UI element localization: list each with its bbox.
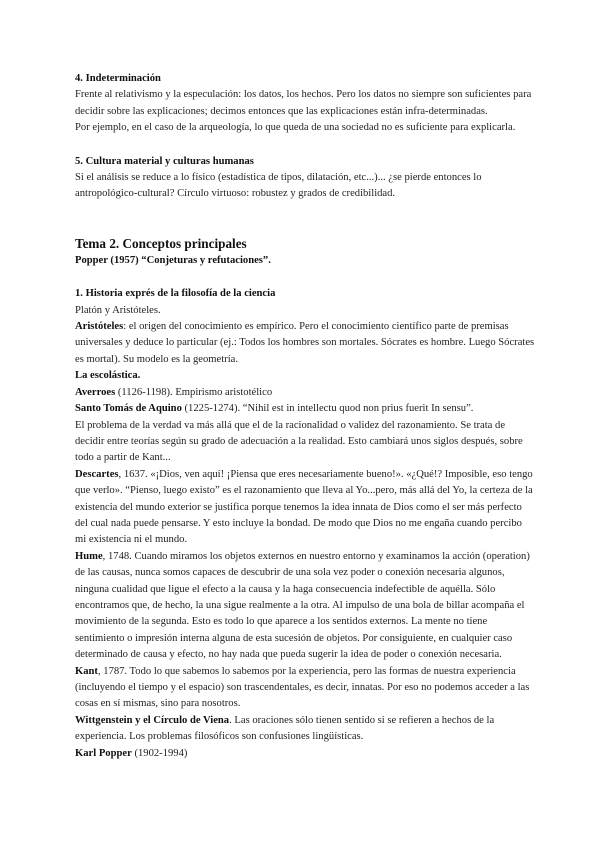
- popper-name: Karl Popper: [75, 747, 132, 759]
- aquino-text: (1225-1274). “Nihil est in intellectu quod non prius fuerit In sensu”.: [181, 403, 474, 415]
- verdad-paragraph: El problema de la verdad va más allá que el de la racionalidad o validez del razonamiento. Se trata de decidir entre teorías según su grado de adecuación a la realidad. Esto cambiará unos siglos después, sobre todo a partir de Kant...: [75, 419, 523, 464]
- hume-paragraph: [75, 549, 535, 664]
- popper-text: (1902-1994): [131, 747, 188, 759]
- platon-aristoteles-line: Platón y Aristóteles.: [75, 304, 161, 316]
- section-1-heading: 1. Historia exprés de la filosofía de la ciencia: [75, 288, 276, 300]
- tema-2-title: Tema 2. Conceptos principales: [75, 235, 247, 251]
- kant-paragraph: [75, 664, 535, 713]
- section-5-heading: 5. Cultura material y culturas humanas: [75, 155, 254, 167]
- section-5-paragraph: Si el análisis se reduce a lo físico (estadística de tipos, dilatación, etc...)... ¿se pierde entonces lo antropológico-cultural? Círculo virtuoso: robustez y grados de credibilidad.: [75, 172, 482, 200]
- aquino-line: [75, 401, 535, 417]
- escolastica-heading: La escolástica.: [75, 370, 141, 382]
- aristoteles-name: Aristóteles: [75, 321, 124, 333]
- hume-name: Hume: [75, 550, 103, 562]
- hume-text: , 1748. Cuando miramos los objetos externos en nuestro entorno y examinamos la acción (operation) de las causas, nunca somos capaces de descubrir de una sola vez poder o conexión necesaria algunos, ninguna cualidad que ligue el efecto a la causa y la haga consecuencia indefectible de aquélla. Sólo encontramos que, de hecho, la una sigue realmente a la otra. Al impulso de una bola de billar acompaña el movimiento de la segunda. Esto es todo lo que aparece a los sentidos externos. La mente no tiene sentimiento o impresión interna alguna de esta sucesión de objetos. Por consiguiente, en cualquier caso determinado de causa y efecto, no hay nada que pueda sugerir la idea de poder o conexión necesaria.: [75, 550, 530, 661]
- aristoteles-text: : el origen del conocimiento es empírico. Pero el conocimiento científico parte de premisas universales y deduce lo particular (ej.: Todos los hombres son mortales. Sócrates es hombre. Luego Sócrates es mortal). Su modelo es la geometría.: [75, 321, 535, 365]
- section-4-heading: 4. Indeterminación: [75, 73, 161, 84]
- section-4-paragraph-2: Por ejemplo, en el caso de la arqueología, lo que queda de una sociedad no es suficiente para explicarla.: [75, 122, 516, 134]
- aquino-name: Santo Tomás de Aquino: [75, 403, 182, 415]
- wittgenstein-name: Wittgenstein y el Círculo de Viena: [75, 714, 230, 726]
- descartes-name: Descartes: [75, 468, 119, 480]
- kant-text: , 1787. Todo lo que sabemos lo sabemos por la experiencia, pero las formas de nuestra experiencia (incluyendo el tiempo y el espacio) son trascendentales, es decir, innatas. Por eso no podemos acceder a las cosas en sí mismas, sino para nosotros.: [75, 665, 530, 710]
- descartes-text: , 1637. «¡Dios, ven aquí! ¡Piensa que eres necesariamente bueno!». «¿Qué!? Imposible, eso tengo que verlo». “Pienso, luego existo” es el razonamiento que lleva al Yo...pero, más allá del Yo, la certeza de la existencia del mundo exterior se justifica porque tenemos la idea innata de Dios como el ser más perfecto del cual nada puede pensarse. Y esto incluye la bondad. De modo que Dios no me engaña cuando percibo mi existencia ni el mundo.: [75, 468, 533, 546]
- wittgenstein-paragraph: [75, 713, 535, 746]
- averroes-line: [75, 385, 535, 401]
- popper-line: [75, 746, 535, 762]
- kant-name: Kant: [75, 665, 98, 677]
- averroes-text: (1126-1198). Empirismo aristotélico: [115, 386, 273, 398]
- section-4-paragraph-1: Frente al relativismo y la especulación: los datos, los hechos. Pero los datos no siempre son suficientes para decidir sobre las explicaciones; decimos entonces que las explicaciones están infra-determinadas.: [75, 89, 532, 117]
- wittgenstein-text: . Las oraciones sólo tienen sentido si se refieren a hechos de la experiencia. Los problemas filosóficos son confusiones lingüísticas.: [75, 714, 495, 743]
- descartes-paragraph: [75, 467, 535, 549]
- tema-2-subtitle: Popper (1957) “Conjeturas y refutaciones”.: [75, 254, 271, 266]
- document-page: [75, 71, 535, 762]
- aristoteles-paragraph: [75, 319, 535, 368]
- averroes-name: Averroes: [75, 386, 116, 398]
